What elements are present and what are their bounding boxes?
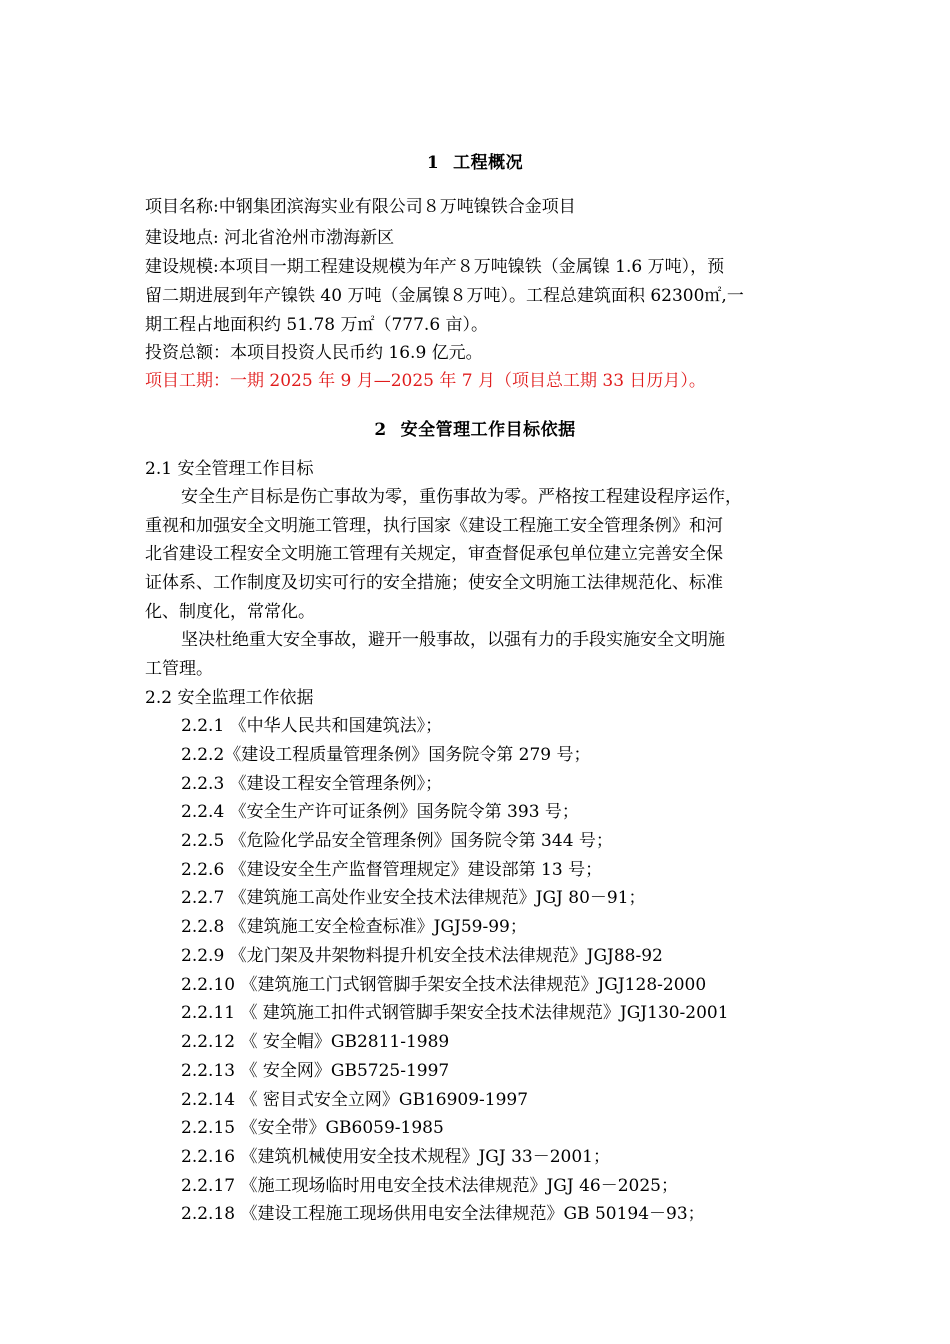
reference-item: 2.2.16 《建筑机械使用安全技术规程》JGJ 33－2001； [181,1147,610,1167]
reference-item: 2.2.8 《建筑施工安全检查标准》JGJ59-99； [181,917,527,937]
paragraph-1-line-3: 北省建设工程安全文明施工管理有关规定，审查督促承包单位建立完善安全保 [145,544,723,564]
reference-item: 2.2.1 《中华人民共和国建筑法》； [181,716,443,736]
paragraph-2-line-2: 工管理。 [145,659,213,679]
reference-item: 2.2.6 《建设安全生产监督管理规定》建设部第 13 号； [181,860,603,880]
reference-item: 2.2.2《建设工程质量管理条例》国务院令第 279 号； [181,745,591,765]
reference-item: 2.2.17 《施工现场临时用电安全技术法律规范》JGJ 46－2025； [181,1176,678,1196]
paragraph-1-line-1: 安全生产目标是伤亡事故为零，重伤事故为零。严格按工程建设程序运作， [181,487,742,507]
paragraph-1-line-5: 化、制度化，常常化。 [145,602,315,622]
duration-line: 项目工期：一期 2025 年 9 月—2025 年 7 月（项目总工期 33 日历月）。 [145,371,706,391]
project-name-line: 项目名称:中钢集团滨海实业有限公司８万吨镍铁合金项目 [145,197,576,217]
reference-item: 2.2.18 《建设工程施工现场供用电安全法律规范》GB 50194－93； [181,1204,705,1224]
reference-item: 2.2.7 《建筑施工高处作业安全技术法律规范》JGJ 80－91； [181,888,646,908]
reference-item: 2.2.14 《 密目式安全立网》GB16909-1997 [181,1090,529,1110]
subsection-2-2-title: 2.2 安全监理工作依据 [145,688,314,708]
section-2-title: 安全管理工作目标依据 [400,420,576,440]
reference-item: 2.2.13 《 安全网》GB5725-1997 [181,1061,450,1081]
reference-item: 2.2.10 《建筑施工门式钢管脚手架安全技术法律规范》JGJ128-2000 [181,975,707,995]
scale-line-3: 期工程占地面积约 51.78 万㎡（777.6 亩）。 [145,315,489,335]
reference-item: 2.2.12 《 安全帽》GB2811-1989 [181,1032,450,1052]
scale-line-2: 留二期进展到年产镍铁 40 万吨（金属镍８万吨）。工程总建筑面积 62300㎡,一 [145,286,744,306]
section-1-title: 工程概况 [453,153,524,173]
reference-item: 2.2.9 《龙门架及井架物料提升机安全技术法律规范》JGJ88-92 [181,946,663,966]
location-line: 建设地点: 河北省沧州市渤海新区 [145,228,395,248]
investment-line: 投资总额：本项目投资人民币约 16.9 亿元。 [145,343,483,363]
reference-item: 2.2.15 《安全带》GB6059-1985 [181,1118,444,1138]
scale-line-1: 建设规模:本项目一期工程建设规模为年产８万吨镍铁（金属镍 1.6 万吨），预 [145,257,725,277]
section-2-heading [0,415,950,440]
reference-item: 2.2.4 《安全生产许可证条例》国务院令第 393 号； [181,802,579,822]
paragraph-1-line-2: 重视和加强安全文明施工管理，执行国家《建设工程施工安全管理条例》和河 [145,516,723,536]
section-2-number: 2 [374,420,387,440]
reference-item: 2.2.5 《危险化学品安全管理条例》国务院令第 344 号； [181,831,613,851]
reference-item: 2.2.3 《建设工程安全管理条例》； [181,774,443,794]
reference-item: 2.2.11 《 建筑施工扣件式钢管脚手架安全技术法律规范》JGJ130-2001 [181,1003,729,1023]
section-1-heading [0,148,950,173]
paragraph-1-line-4: 证体系、工作制度及切实可行的安全措施；使安全文明施工法律规范化、标准 [145,573,723,593]
section-1-number: 1 [426,153,440,173]
subsection-2-1-title: 2.1 安全管理工作目标 [145,459,314,479]
paragraph-2-line-1: 坚决杜绝重大安全事故，避开一般事故，以强有力的手段实施安全文明施 [181,630,725,650]
